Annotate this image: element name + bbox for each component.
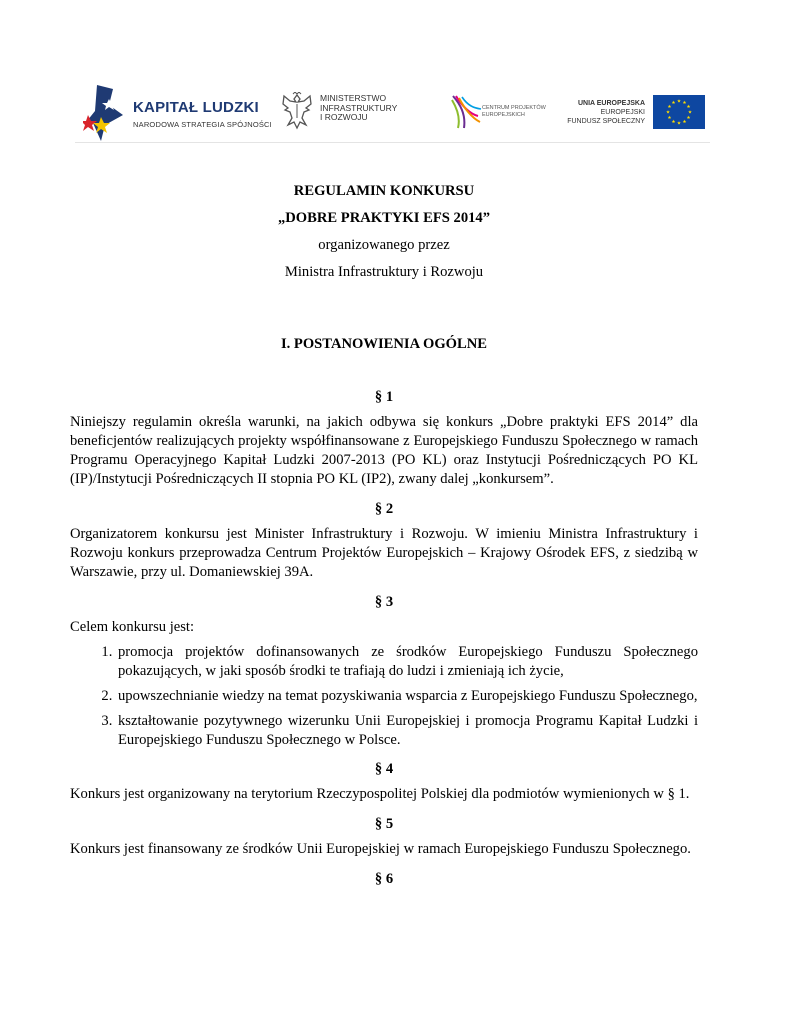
eu-flag-icon <box>653 95 705 129</box>
cpe-name <box>482 105 546 118</box>
eu-line-3: FUNDUSZ SPOŁECZNY <box>567 118 645 125</box>
ministry-line-2: INFRASTRUKTURY <box>320 102 398 113</box>
ministry-line-3: I ROZWOJU <box>320 112 368 122</box>
kapital-ludzki-emblem-icon <box>83 85 129 141</box>
kapital-ludzki-logo <box>83 85 272 140</box>
goal-item-3: 3. kształtowanie pozytywnego wizerunku Unii Europejskiej i promocja Programu Kapitał Ludzki i Europejskiego Funduszu Społecznego w Polsce. <box>116 712 698 750</box>
doc-title-line-2: „DOBRE PRAKTYKI EFS 2014” <box>277 210 491 226</box>
document-body <box>70 178 698 889</box>
ministry-line-1: MINISTERSTWO <box>320 93 387 103</box>
section-mark-4: § 4 <box>374 761 394 777</box>
cpe-logo <box>450 94 545 130</box>
section-mark-5: § 5 <box>374 816 394 832</box>
section-4-text: Konkurs jest organizowany na terytorium Rzeczypospolitej Polskiej dla podmiotów wymienionych w § 1. <box>70 786 690 802</box>
ministry-logo <box>280 92 410 132</box>
goal-item-1: 1. promocja projektów dofinansowanych ze środków Europejskiego Funduszu Społecznego pokazujących, w jaki sposób środki te trafiają do ludzi i zmieniają ich życie, <box>116 643 698 681</box>
eu-line-2: EUROPEJSKI <box>600 109 645 116</box>
section-5-text: Konkurs jest finansowany ze środków Unii Europejskiej w ramach Europejskiego Funduszu Społecznego. <box>70 841 691 857</box>
doc-title-line-3: organizowanego przez <box>318 237 450 253</box>
goal-item-2: 2. upowszechnianie wiedzy na temat pozyskiwania wsparcia z Europejskiego Funduszu Społecznego, <box>116 687 698 706</box>
chapter-heading: I. POSTANOWIENIA OGÓLNE <box>280 336 488 352</box>
section-3-intro: Celem konkursu jest: <box>70 619 195 635</box>
polish-eagle-icon <box>280 92 314 130</box>
eu-name <box>567 99 645 126</box>
kapital-ludzki-title: KAPITAŁ LUDZKI <box>133 99 259 116</box>
header-logos <box>75 82 710 143</box>
eu-logo <box>565 94 705 130</box>
section-mark-3: § 3 <box>374 594 394 610</box>
section-mark-2: § 2 <box>374 501 394 517</box>
goals-list <box>70 643 698 750</box>
section-mark-6: § 6 <box>374 871 394 887</box>
cpe-line-1: CENTRUM PROJEKTÓW <box>482 105 546 111</box>
ministry-name <box>320 94 397 123</box>
section-mark-1: § 1 <box>374 389 394 405</box>
section-2-text: Organizatorem konkursu jest Minister Infrastruktury i Rozwoju. W imieniu Ministra Infrastruktury i Rozwoju konkurs przeprowadza Centrum Projektów Europejskich – Krajowy Ośrodek EFS, z siedzibą w Warszawie, przy ul. Domaniewskiej 39A. <box>70 526 698 580</box>
doc-title-line-1: REGULAMIN KONKURSU <box>293 183 475 199</box>
cpe-line-2: EUROPEJSKICH <box>482 111 525 118</box>
cpe-swoosh-icon <box>450 94 482 130</box>
doc-title-line-4: Ministra Infrastruktury i Rozwoju <box>284 264 484 280</box>
kapital-ludzki-subtitle: NARODOWA STRATEGIA SPÓJNOŚCI <box>133 120 272 129</box>
eu-line-1: UNIA EUROPEJSKA <box>577 100 645 107</box>
section-1-text: Niniejszy regulamin określa warunki, na jakich odbywa się konkurs „Dobre praktyki EFS 2014” dla beneficjentów realizujących projekty współfinansowane z Europejskiego Funduszu Społecznego w ramach Programu Operacyjnego Kapitał Ludzki 2007-2013 (PO KL) oraz Instytucji Pośredniczących PO KL (IP)/Instytucji Pośredniczących II stopnia PO KL (IP2), zwany dalej „konkursem”. <box>70 414 698 487</box>
